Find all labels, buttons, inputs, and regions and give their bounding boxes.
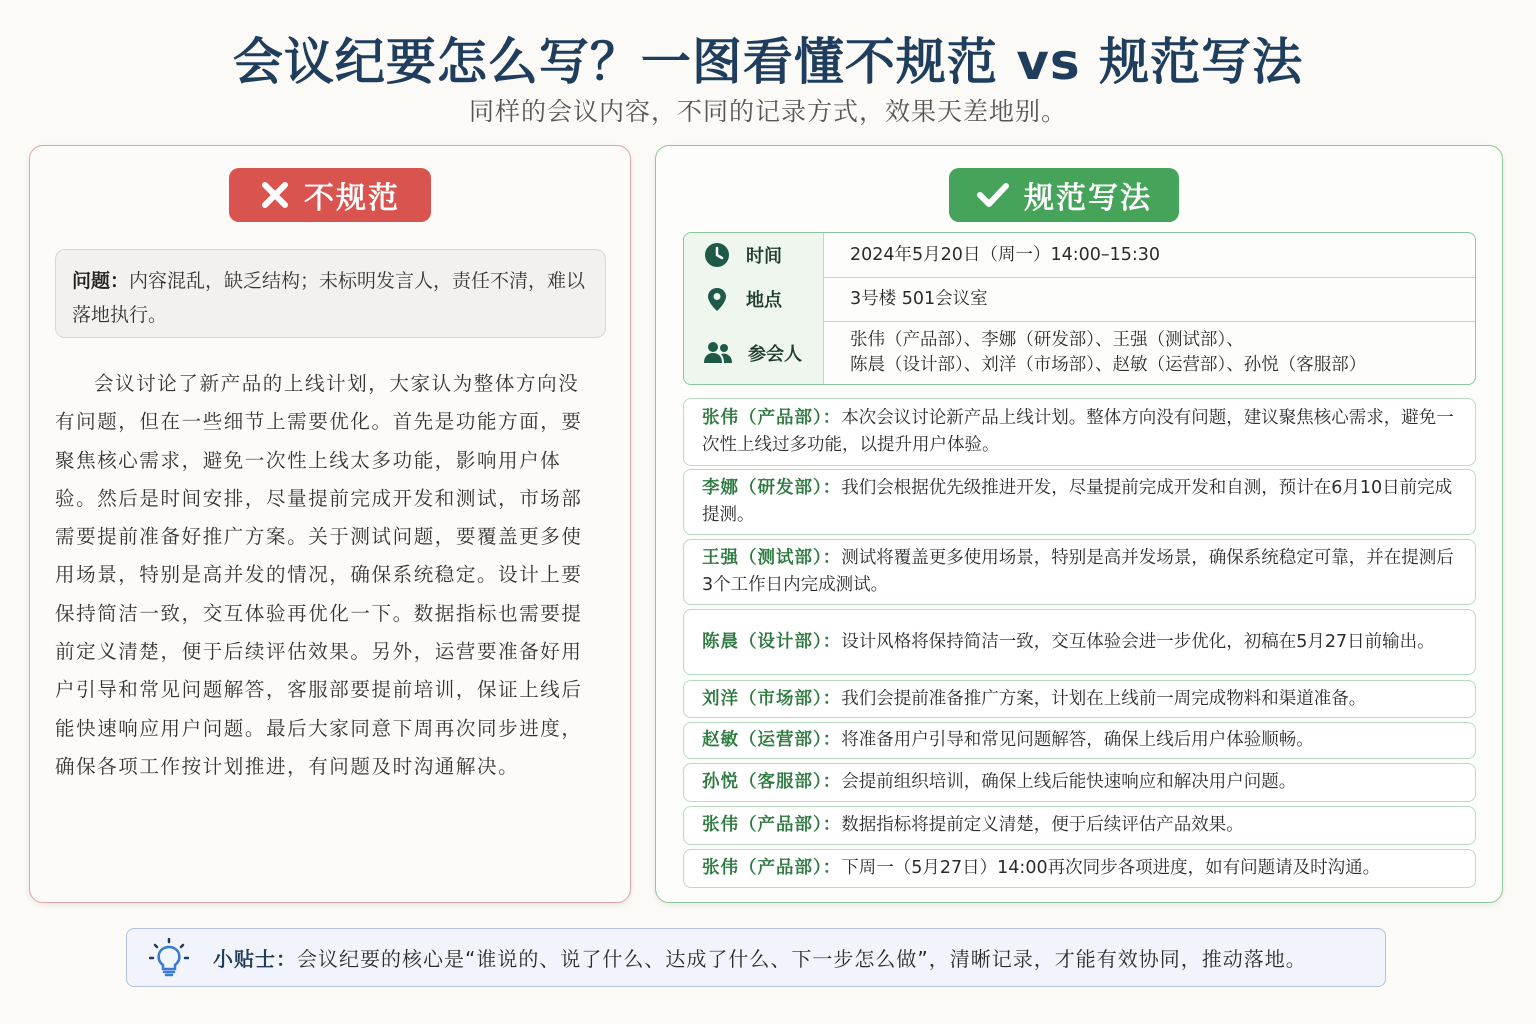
tip-text: 会议纪要的核心是“谁说的、说了什么、达成了什么、下一步怎么做”，清晰记录，才能有效协同，推动落地。 bbox=[297, 947, 1307, 971]
minutes-entry bbox=[683, 469, 1476, 535]
entry-text: 测试将覆盖更多使用场景，特别是高并发场景，确保系统稳定可靠，并在提测后3个工作日内完成测试。 bbox=[702, 548, 1454, 595]
entry-text: 设计风格将保持简洁一致，交互体验会进一步优化，初稿在5月27日前输出。 bbox=[841, 631, 1435, 652]
bad-badge-label: 不规范 bbox=[304, 181, 400, 216]
entry-speaker: 刘洋（市场部）： bbox=[702, 688, 842, 709]
entry-speaker: 陈晨（设计部）： bbox=[702, 631, 842, 652]
page-subtitle: 同样的会议内容，不同的记录方式，效果天差地别。 bbox=[468, 97, 1067, 126]
tip-bar bbox=[126, 928, 1386, 987]
info-row-attendees bbox=[684, 321, 1475, 384]
location-pin-icon bbox=[704, 286, 730, 312]
good-badge bbox=[949, 168, 1179, 222]
minutes-entry bbox=[683, 609, 1476, 675]
attendees-value bbox=[824, 321, 1475, 384]
minutes-entry bbox=[683, 680, 1476, 718]
lightbulb-icon bbox=[149, 938, 189, 978]
entry-text: 数据指标将提前定义清楚，便于后续评估产品效果。 bbox=[841, 815, 1244, 835]
bad-example-panel bbox=[29, 145, 631, 903]
time-value: 2024年5月20日（周一）14:00–15:30 bbox=[850, 244, 1161, 265]
entry-text: 我们会根据优先级推进开发，尽量提前完成开发和自测，预计在6月10日前完成提测。 bbox=[702, 478, 1453, 525]
attendees-line-2: 陈晨（设计部）、刘洋（市场部）、赵敏（运营部）、孙悦（客服部） bbox=[850, 354, 1367, 375]
entry-speaker: 赵敏（运营部）： bbox=[702, 730, 842, 750]
entry-text: 本次会议讨论新产品上线计划。整体方向没有问题，建议聚焦核心需求，避免一次性上线过多功能，以提升用户体验。 bbox=[702, 408, 1454, 455]
bad-badge bbox=[229, 168, 431, 222]
minutes-entry bbox=[683, 722, 1476, 759]
info-row-place bbox=[684, 277, 1475, 322]
minutes-entry bbox=[683, 398, 1476, 466]
page-title: 会议纪要怎么写？一图看懂不规范 vs 规范写法 bbox=[232, 33, 1304, 91]
check-icon bbox=[976, 180, 1010, 210]
good-badge-label: 规范写法 bbox=[1024, 181, 1152, 216]
minutes-entry bbox=[683, 763, 1476, 802]
problem-text: 内容混乱，缺乏结构；未标明发言人，责任不清，难以落地执行。 bbox=[72, 270, 586, 326]
attendees-line-1: 张伟（产品部）、李娜（研发部）、王强（测试部）、 bbox=[850, 329, 1244, 350]
entry-speaker: 王强（测试部）： bbox=[702, 548, 842, 568]
entry-speaker: 张伟（产品部）： bbox=[702, 408, 842, 428]
people-icon bbox=[704, 341, 732, 365]
entry-text: 下周一（5月27日）14:00再次同步各项进度，如有问题请及时沟通。 bbox=[841, 858, 1381, 878]
tip-label: 小贴士： bbox=[213, 947, 297, 971]
entry-speaker: 李娜（研发部）： bbox=[702, 478, 842, 498]
entry-speaker: 张伟（产品部）： bbox=[702, 858, 842, 878]
problem-label: 问题： bbox=[72, 270, 130, 292]
attendees-label: 参会人 bbox=[748, 343, 802, 365]
minutes-entry bbox=[683, 539, 1476, 605]
problem-box bbox=[55, 249, 606, 338]
meeting-info-table bbox=[683, 232, 1476, 385]
messy-minutes-text: 会议讨论了新产品的上线计划，大家认为整体方向没有问题，但在一些细节上需要优化。首先是功能方面，要聚焦核心需求，避免一次性上线太多功能，影响用户体验。然后是时间安排，尽量提前完成开发和测试，市场部需要提前准备好推广方案。关于测试问题，要覆盖更多使用场景，特别是高并发的情况，确保系统稳定。设计上要保持简洁一致，交互体验再优化一下。数据指标也需要提前定义清楚，便于后续评估效果。另外，运营要准备好用户引导和常见问题解答，客服部要提前培训，保证上线后能快速响应用户问题。最后大家同意下周再次同步进度，确保各项工作按计划推进，有问题及时沟通解决。 bbox=[55, 372, 583, 778]
time-label: 时间 bbox=[746, 246, 782, 267]
info-row-time bbox=[684, 233, 1475, 278]
place-value: 3号楼 501会议室 bbox=[850, 288, 988, 309]
entry-speaker: 张伟（产品部）： bbox=[702, 815, 842, 835]
minutes-entry bbox=[683, 849, 1476, 888]
entry-text: 我们会提前准备推广方案，计划在上线前一周完成物料和渠道准备。 bbox=[841, 688, 1367, 709]
entry-text: 将准备用户引导和常见问题解答，确保上线后用户体验顺畅。 bbox=[841, 730, 1314, 750]
good-example-panel bbox=[655, 145, 1503, 903]
entry-speaker: 孙悦（客服部）： bbox=[702, 772, 842, 792]
place-label: 地点 bbox=[746, 290, 782, 311]
minutes-entry bbox=[683, 806, 1476, 845]
entry-text: 会提前组织培训，确保上线后能快速响应和解决用户问题。 bbox=[841, 772, 1297, 792]
clock-icon bbox=[704, 242, 730, 268]
close-icon bbox=[260, 180, 290, 210]
